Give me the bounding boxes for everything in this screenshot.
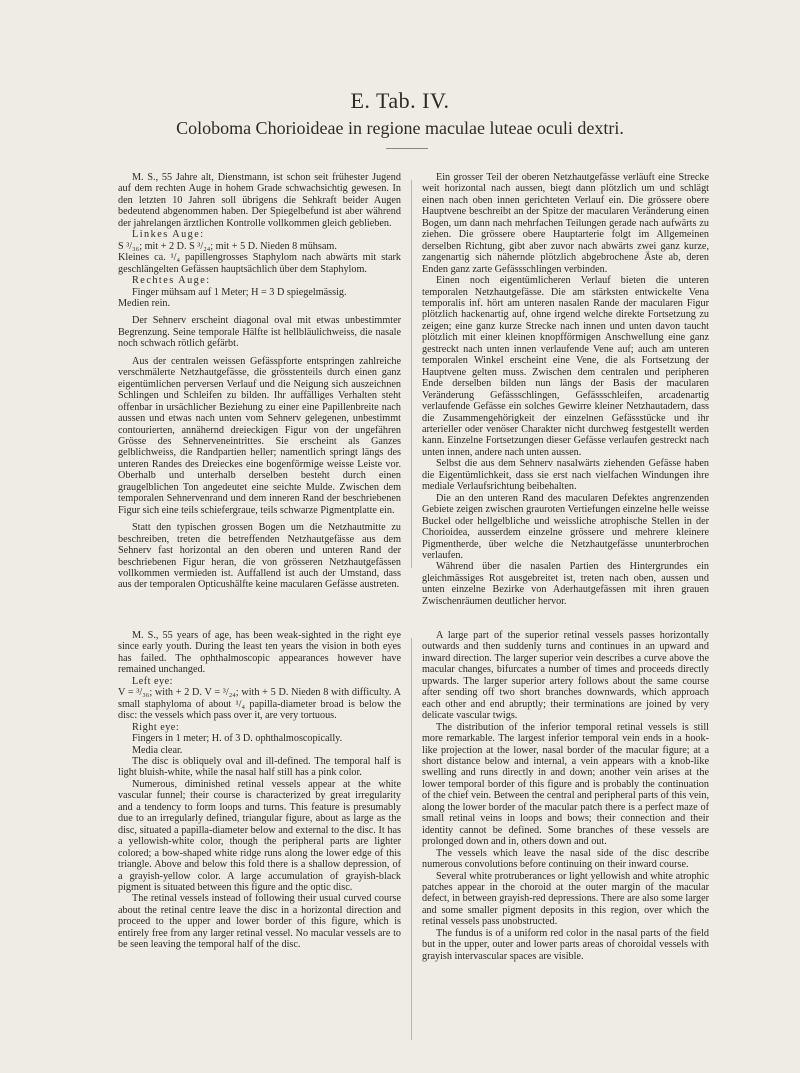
german-text-right-column [422, 172, 709, 607]
german-left-eye-findings: Kleines ca. ¹/₄ papillengrosses Staphylom nach abwärts mit stark geschlängelten Gefässen hauptsächlich über dem Staphylom. [118, 252, 401, 275]
german-nasal-vessels-paragraph: Selbst die aus dem Sehnerv nasalwärts ziehenden Gefässe haben die Eigentümlichkeit, dass sie erst nach vielfachen Windungen ihre mediale Verlaufsrichtung beibehalten. [422, 458, 709, 493]
english-right-eye-media: Media clear. [132, 744, 183, 756]
german-left-eye-heading: Linkes Auge: [132, 229, 205, 241]
english-fundus-paragraph: The fundus is of a uniform red color in the nasal parts of the field but in the upper, outer and lower parts areas of choroidal vessels with grayish intervascular spaces are visible. [422, 927, 709, 962]
english-column-divider [411, 638, 412, 1040]
english-left-eye-values: V = ³/₃₆; with + 2 D. V = ³/₂₄; with + 5 D. Nieden 8 with difficulty. A small staphyloma of about ¹/₄ papilla-diameter broad is below the disc: the vessels which pass over it, are very tortuous. [118, 687, 401, 722]
german-intro-paragraph: M. S., 55 Jahre alt, Dienstmann, ist schon seit frühester Jugend auf dem rechten Auge in hohem Grade schwachsichtig gewesen. In den letzten 10 Jahren soll übrigens die Sehkraft beider Augen bedeutend abgenommen haben. Der Spiegelbefund ist aber während der jahrelangen ärztlichen Kontrolle vollkommen gleich geblieben. [118, 172, 401, 229]
english-right-eye-values: Fingers in 1 meter; H. of 3 D. ophthalmoscopically. [132, 733, 343, 745]
german-superior-vessels-paragraph: Ein grosser Teil der oberen Netzhautgefässe verläuft eine Strecke weit horizontal nach aussen, biegt dann plötzlich um und schlägt einen nach oben innen gerichteten Verlauf ein. Die grössere obere Hauptvene beschreibt an der Spitze der macularen Veränderung einen Bogen, um dann nach mehrfachen Teilungen gerade nach aufwärts zu ziehen. Die grössere obere Hauptarterie folgt im Allgemeinen derselben Richtung, gibt aber zuvor nach abwärts zwei ganz kurze, zangenartig sich nähernde plötzlich abgebrochene Äste ab, deren Enden ganz zarte Gefässschlingen verbinden. [422, 172, 709, 275]
english-nasal-vessels-paragraph: The vessels which leave the nasal side of the disc describe numerous convolutions before continuing on their inward course. [422, 847, 709, 871]
german-text-left-column [118, 172, 401, 591]
german-right-eye-heading: Rechtes Auge: [132, 275, 211, 287]
german-vessels-paragraph: Aus der centralen weissen Gefässpforte entspringen zahlreiche verschmälerte Netzhautgefässe, die grösstenteils durch einen ganz eigentümlichen perversen Verlauf und die Neigung sich auszeichnen Schlingen und Schleifen zu bilden. Ihr auffälliges Verhalten steht offenbar in ursächlicher Beziehung zu einer eine Papillenbreite nach aussen und etwas nach unten vom Sehnerv gelegenen, unbestimmt contourierten, annähernd dreieckigen Figur von der ungefähren Grösse des Sehnerveneintrittes. Sie erscheint als Ganzes gelblichweiss, die Randpartien heller; namentlich springt längs des unteren Randes des Dreieckes eine bogenförmige weisse Leiste vor. Oberhalb und unterhalb derselben besteht durch einen graugelblichen Ton angedeutet eine seichte Mulde. Zwischen dem temporalen Sehnervenrand und dem inneren Rand der beschriebenen Figur sich eine teils schiefergraue, teils schwarze Pigmentplatte ein. [118, 355, 401, 516]
german-fundus-paragraph: Während über die nasalen Partien des Hintergrundes ein gleichmässiges Rot ausgebreitet ist, treten nach oben, aussen und unten einzelne Bezirke von Aderhautgefässen mit ihren grauen Zwischenräumen deutlicher hervor. [422, 561, 709, 607]
german-left-eye-values: S ³/₃₆; mit + 2 D. S ³/₂₄; mit + 5 D. Nieden 8 mühsam. [118, 240, 337, 252]
german-course-paragraph: Statt den typischen grossen Bogen um die Netzhautmitte zu beschreiben, treten die betreffenden Netzhautgefässe aus dem Sehnerv fast horizontal an den oberen und unteren Rand der beschriebenen Figur heran, die von grösseren Netzhautgefässen vollkommen vermieden ist. Auffallend ist auch der Umstand, dass aus der temporalen Opticushälfte keine macularen Gefässe austreten. [118, 522, 401, 591]
german-macular-border-paragraph: Die an den unteren Rand des macularen Defektes angrenzenden Gebiete zeigen zwischen grauroten Vertiefungen einzelne helle weisse Buckel oder hellgelbliche und weissliche atrophische Stellen in der Chorioidea, ausserdem einzelne grössere und mehrere kleinere Pigmentherde, über welche die Netzhautgefässe ununterbrochen verlaufen. [422, 492, 709, 561]
english-intro-paragraph: M. S., 55 years of age, has been weak-sighted in the right eye since early youth. During the least ten years the vision in both eyes has failed. The ophthalmoscopic appearances however have remained unchanged. [118, 630, 401, 676]
german-right-eye-values: Finger mühsam auf 1 Meter; H = 3 D spiegelmässig. [132, 286, 347, 298]
english-course-paragraph: The retinal vessels instead of following their usual curved course about the retinal centre leave the disc in a horizontal direction and proceed to the upper and lower border of this figure, which is entirely free from any larger retinal vessel. No macular vessels are to be seen leaving the temporal half of the disc. [118, 893, 401, 951]
english-inferior-vessels-paragraph: The distribution of the inferior temporal retinal vessels is still more remarkable. The largest inferior temporal vein ends in a hook-like projection at the lower, nasal border of the macular figure; at a short distance below and internal, a vein appears with a knob-like swelling and runs directly in and down; another vein arises at the lower temporal border of this figure and is probably the continuation of the chief vein. Between the central and peripheral parts of this vein, along the lower border of the macular patch there is a perfect maze of small retinal veins in loops and bows; their connection and their identity cannot be defined. Some branches of these vessels are prolonged down and in, others down and out. [422, 721, 709, 848]
english-text-left-column [118, 630, 401, 1050]
title-divider [386, 148, 428, 149]
english-vessels-paragraph: Numerous, diminished retinal vessels appear at the white vascular funnel; their course is characterized by great irregularity and a tendency to form loops and turns. This feature is presumably due to an irregularly defined, triangular figure, about as large as the disc, situated a papilla-diameter below and external to the disc. It has a yellowish-white color, though the peripheral parts are lighter colored; a bow-shaped white ridge runs along the lower edge of this triangle. Above and below this fold there is a shallow depression, of a grayish-yellow color. A large accumulation of grayish-black pigment is situated between this figure and the optic disc. [118, 778, 401, 893]
english-left-eye-heading: Left eye: [132, 675, 173, 687]
english-macular-border-paragraph: Several white protruberances or light yellowish and white atrophic patches appear in the choroid at the outer margin of the macular defect, in between grayish-red depressions. There are also some larger and some smaller pigment deposits in this region, over which the retinal vessels pass unobstructed. [422, 870, 709, 928]
english-disc-paragraph: The disc is obliquely oval and ill-defined. The temporal half is light bluish-white, while the nasal half still has a pink color. [118, 755, 401, 779]
plate-subtitle: Coloboma Chorioideae in regione maculae luteae oculi dextri. [176, 118, 624, 138]
english-superior-vessels-paragraph: A large part of the superior retinal vessels passes horizontally outwards and then suddenly turns and continues in an upward and inward direction. The larger superior vein describes a curve above the macular changes, bifurcates a number of times and proceeds directly upwards. The larger superior artery follows about the same course after sending off two short branches downwards, which approach each other and end abruptly; their terminations are joined by very delicate vascular twigs. [422, 630, 709, 722]
german-disc-paragraph: Der Sehnerv erscheint diagonal oval mit etwas unbestimmter Begrenzung. Seine temporale Hälfte ist hellbläulichweiss, die nasale noch schwach rötlich gefärbt. [118, 315, 401, 350]
german-right-eye-media: Medien rein. [118, 297, 171, 309]
german-column-divider [411, 180, 412, 568]
english-text-right-column [422, 630, 709, 1050]
plate-title: E. Tab. IV. [350, 88, 450, 113]
english-right-eye-heading: Right eye: [132, 721, 180, 733]
german-inferior-vessels-paragraph: Einen noch eigentümlicheren Verlauf bieten die unteren temporalen Netzhautgefässe. Die am stärksten entwickelte Vena temporalis inf. hört am unteren nasalen Rande der macularen Figur plötzlich hackenartig auf, ohne irgend welche direkte Fortsetzung zu zeigen; eine ganz kurze Strecke nach innen und unten davon taucht plötzlich mit einer kleinen knopfförmigen Anschwellung eine ganz gestreckt nach unten innen verlaufende Vene auf; auch am unteren temporalen Winkel erscheint eine Vene, die als Fortsetzung der Hauptvene gelten muss. Zwischen dem centralen und peripheren Ende derselben bilden nun längs der Basis der macularen Veränderung Gefässschlingen, Gefässschleifen, arcadenartig verlaufende Gefässe ein solches Gewirre kleiner Netzhautadern, dass die Zusammengehörigkeit der einzelnen Gefässstücke und ihr arterieller oder venöser Charakter nicht durchweg festgestellt werden kann. Einzelne Fortsetzungen dieser Gefässe verlaufen gestreckt nach unten innen, andere nach unten aussen. [422, 275, 709, 458]
